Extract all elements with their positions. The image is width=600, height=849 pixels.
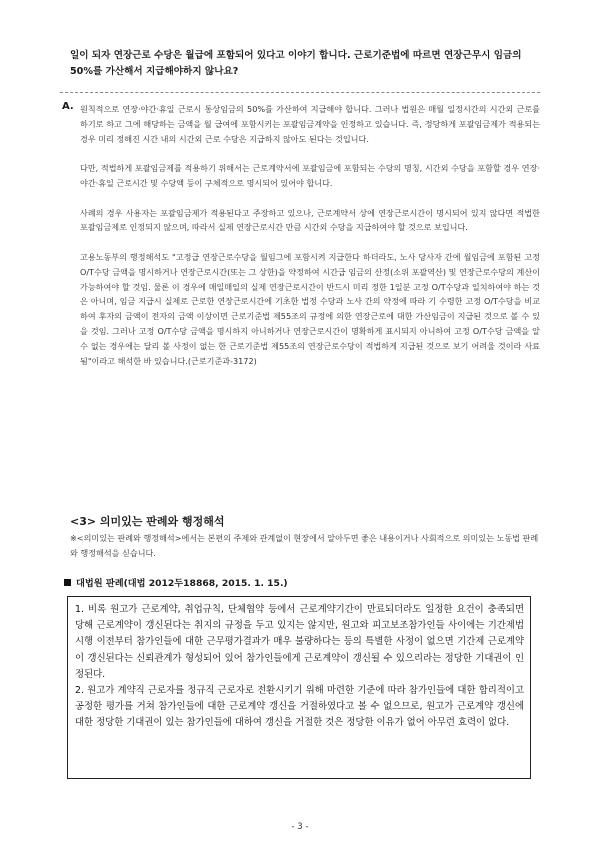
case-summary-box xyxy=(67,596,531,779)
page-number: - 3 - xyxy=(291,822,309,832)
section-note: ※<의미있는 판례와 행정해석>에서는 본편의 주제와 관계없이 현장에서 알아두면 좋은 내용이거나 사회적으로 의미있는 노동법 판례와 행정해석을 싣습니다. xyxy=(70,533,539,558)
answer-mark: A. xyxy=(62,101,74,112)
question-divider xyxy=(60,92,540,93)
square-bullet-icon xyxy=(64,579,71,586)
case-title-text: 대법원 판례(대법 2012두18868, 2015. 1. 15.) xyxy=(76,578,288,589)
answer-paragraph: 사례의 경우 사용자는 포괄임금제가 적용된다고 주장하고 있으나, 근로계약서 상에 연장근로시간이 명시되어 있지 않다면 적법한 포괄임금제로 인정되지 않으며, 따라서 실제 연장근로시간 만큼 시간외 수당을 지급하여야 할 것으로 보입니다. xyxy=(80,207,540,233)
question-text: 일이 되자 연장근로 수당은 월급에 포함되어 있다고 이야기 합니다. 근로기준법에 따르면 연장근무시 임금의 50%를 가산해서 지급해야하지 않나요? xyxy=(70,50,522,77)
answer-paragraph: 원칙적으로 연장·야간·휴일 근로시 통상임금의 50%를 가산하여 지급해야 합니다. 그러나 법원은 매월 일정시간의 시간외 근로를 하기로 하고 그에 해당하는 금액을 월 급여에 포함시키는 포괄임금계약을 인정하고 있습니다. 즉, 정당하게 포괄임금제가 적용되는 경우 미리 정해진 시간 내의 시간외 근로 수당은 지급하지 않아도 된다는 것입니다. xyxy=(80,104,540,144)
case-heading xyxy=(64,575,288,589)
section-title: <3> 의미있는 판례와 행정해석 xyxy=(70,515,225,528)
case-item: 2. 원고가 계약직 근로자를 정규직 근로자로 전환시키기 위해 마련한 기준에 따라 참가인들에 대한 합리적이고 공정한 평가를 거쳐 참가인들에 대한 근로계약 갱신을 거절하였다고 볼 수 없으므로, 원고가 근로계약 갱신에 대한 정당한 기대권이 있는 참가인들에 대하여 갱신을 거절한 것은 정당한 이유가 없어 아무런 효력이 없다. xyxy=(75,685,524,729)
answer-body xyxy=(80,102,540,383)
answer-paragraph: 다만, 적법하게 포괄임금제를 적용하기 위해서는 근로계약서에 포괄임금에 포함되는 수당의 명칭, 시간외 수당을 포함할 경우 연장·야간·휴일 근로시간 및 수당액 등이 구체적으로 명시되어 있어야 합니다. xyxy=(80,163,540,188)
answer-paragraph: 고용노동부의 행정해석도 "고정급 연장근로수당을 월임그에 포함시켜 지급한다 하더라도, 노사 당사자 간에 월임금에 포함된 고정 O/T수당 금액을 명시하거나 연장근로시간(또는 그 상한)을 약정하여 시간급 임금의 산정(소위 포괄역산) 및 연장근로수당의 계산이 가능하여야 할 것임. 물론 이 경우에 매일매일의 실제 연장근로시간이 반드시 미리 정한 1일분 고정 O/T수당과 일치하여야 하는 것은 아니며, 임금 지급시 실제로 근로한 연장근로시간에 기초한 법정 수당과 노사 간의 약정에 따라 기 수령한 고정 O/T수당을 비교하여 후자의 금액이 전자의 금액 이상이면 근로기준법 제55조의 규정에 의한 연장근로에 대한 가산임금이 지급된 것으로 볼 수 있을 것임. 그러나 고정 O/T수당 금액을 명시하지 아니하거나 연장근로시간이 명확하게 표시되지 아니하여 고정 O/T수당 금액을 알 수 없는 경우에는 달리 볼 사정이 없는 한 근로기준법 제55조의 연장근로수당이 적법하게 지급된 것으로 보기 어려울 것이라 사료됨"이라고 해석한 바 있습니다.(근로기준과-3172) xyxy=(80,251,540,366)
case-item: 1. 비록 원고가 근로계약, 취업규칙, 단체협약 등에서 근로계약기간이 만료되더라도 일정한 요건이 충족되면 당해 근로계약이 갱신된다는 취지의 규정을 두고 있지는 않지만, 원고와 피고보조참가인들 사이에는 기간제법 시행 이전부터 참가인들에 대한 근무평가결과가 매우 불량하다는 등의 특별한 사정이 없으면 기간제 근로계약이 갱신된다는 신뢰관계가 형성되어 있어 참가인들에게 근로계약이 갱신될 수 있으리라는 정당한 기대권이 인정된다. xyxy=(75,604,524,680)
